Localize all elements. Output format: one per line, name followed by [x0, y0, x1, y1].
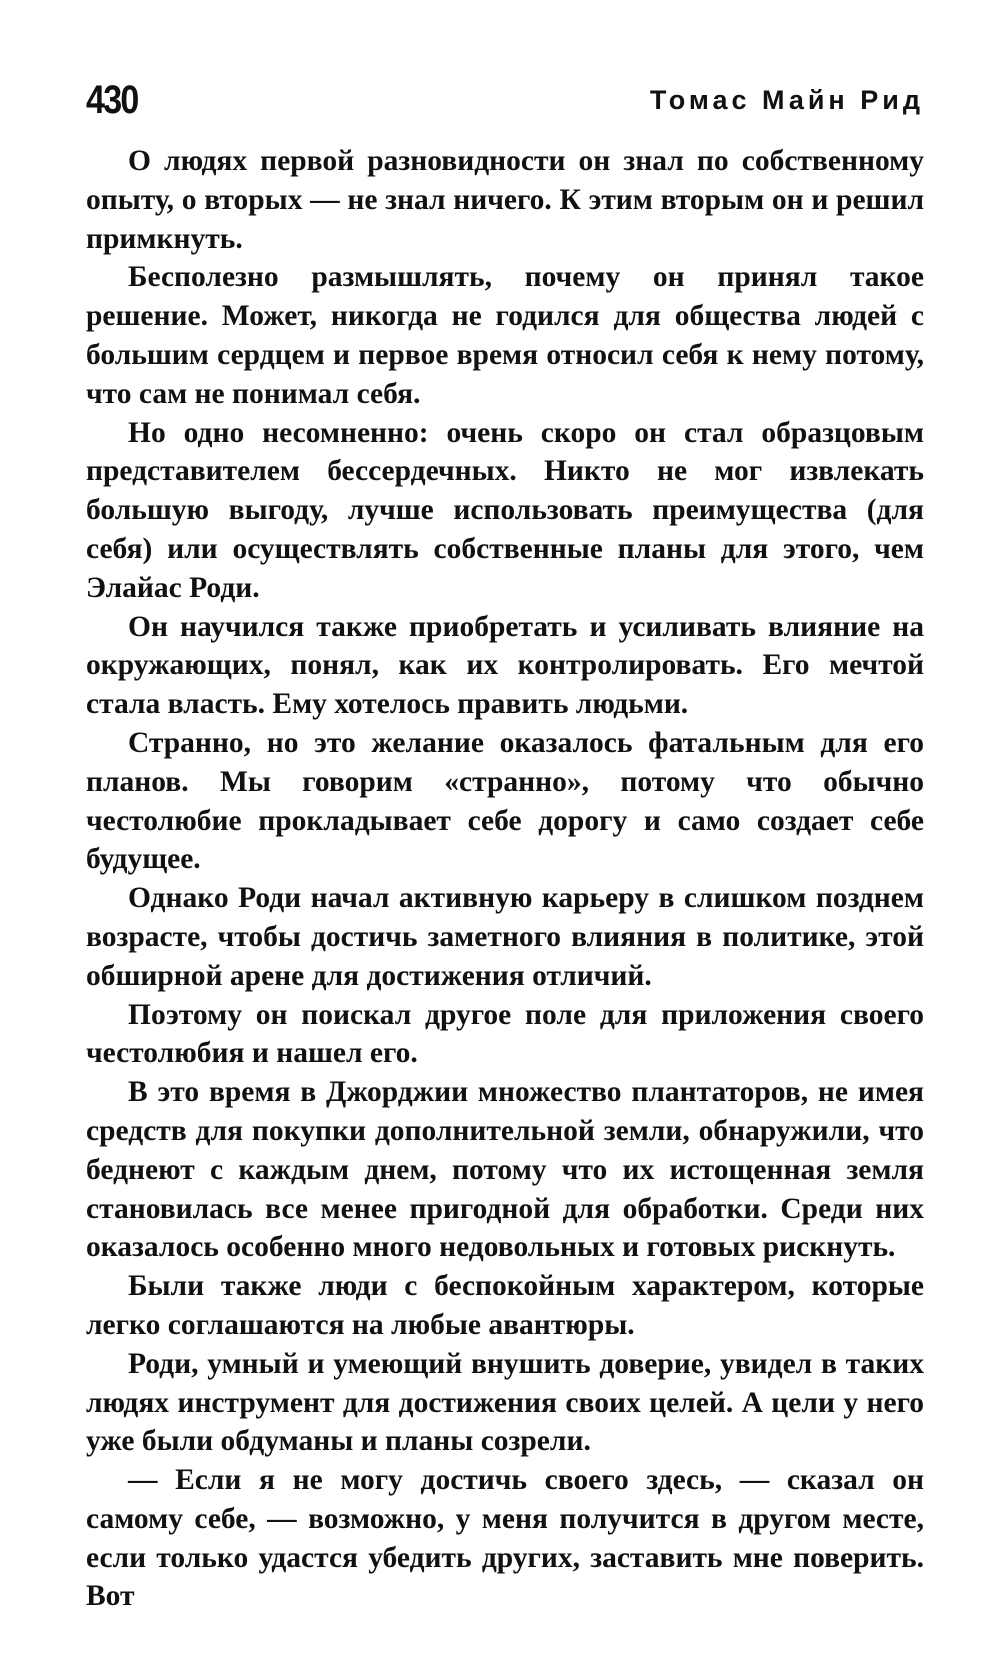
paragraph: Странно, но это желание оказалось фатальным для его планов. Мы говорим «странно», потому что обычно честолюбие прокладывает себе дорогу и само создает себе будущее.	[86, 726, 924, 876]
paragraph: Роди, умный и умеющий внушить доверие, увидел в таких людях инструмент для достижения своих целей. А цели у него уже были обдуманы и планы созрели.	[86, 1347, 924, 1458]
paragraph: О людях первой разновидности он знал по собственному опыту, о вторых — не знал ничего. К этим вторым он и решил примкнуть.	[86, 145, 924, 255]
paragraph: Он научился также приобретать и усиливать влияние на окружающих, понял, как их контролировать. Его мечтой стала власть. Ему хотелось править людьми.	[86, 610, 924, 721]
body-text	[86, 142, 924, 1616]
paragraph: Но одно несомненно: очень скоро он стал образцовым представителем бессердечных. Никто не мог извлекать большую выгоду, лучше использовать преимущества (для себя) или осуществлять собственные планы для этого, чем Элайас Роди.	[86, 416, 924, 604]
paragraph: — Если я не могу достичь своего здесь, — сказал он самому себе, — возможно, у меня получится в другом месте, если только удастся убедить других, заставить мне поверить. Вот	[86, 1464, 924, 1613]
page-number: 430	[86, 77, 138, 122]
paragraph: Бесполезно размышлять, почему он принял такое решение. Может, никогда не годился для общества людей с большим сердцем и первое время относил себя к нему потому, что сам не понимал себя.	[86, 261, 924, 410]
paragraph: Однако Роди начал активную карьеру в слишком позднем возрасте, чтобы достичь заметного влияния в политике, этой обширной арене для достижения отличий.	[86, 882, 924, 992]
page-header	[86, 70, 924, 130]
paragraph: В это время в Джорджии множество плантаторов, не имея средств для покупки дополнительной земли, обнаружили, что беднеют с каждым днем, потому что их истощенная земля становилась все менее пригодной для обработки. Среди них оказалось особенно много недовольных и готовых рискнуть.	[86, 1076, 924, 1264]
running-head-author: Томас Майн Рид	[649, 84, 924, 115]
paragraph: Были также люди с беспокойным характером, которые легко соглашаются на любые авантюры.	[86, 1270, 924, 1341]
paragraph: Поэтому он поискал другое поле для приложения своего честолюбия и нашел его.	[86, 998, 924, 1070]
